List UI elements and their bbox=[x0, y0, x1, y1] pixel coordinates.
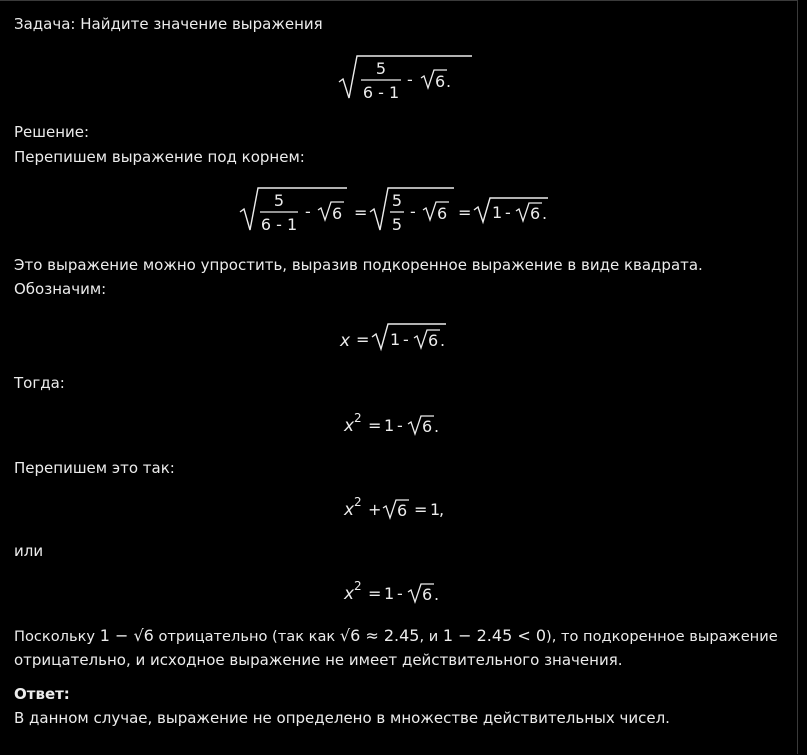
svg-text:6: 6 bbox=[332, 204, 343, 223]
svg-text:-: - bbox=[410, 202, 416, 221]
equation-square bbox=[338, 406, 458, 440]
svg-text:=: = bbox=[414, 500, 428, 519]
svg-text:6: 6 bbox=[422, 585, 433, 604]
svg-text:-: - bbox=[305, 202, 311, 221]
svg-text:x: x bbox=[344, 500, 355, 520]
svg-text:1: 1 bbox=[384, 416, 395, 435]
svg-text:-: - bbox=[505, 203, 511, 222]
rewrite-so: Перепишем это так: bbox=[14, 459, 175, 477]
svg-text:=: = bbox=[354, 203, 368, 222]
svg-text:.: . bbox=[542, 204, 548, 223]
conclusion-line-1 bbox=[14, 626, 778, 647]
svg-text:2: 2 bbox=[354, 579, 362, 593]
svg-text:6: 6 bbox=[428, 331, 439, 350]
svg-text:5: 5 bbox=[391, 191, 403, 210]
equation-denote bbox=[334, 318, 464, 358]
svg-text:6: 6 bbox=[530, 204, 541, 223]
svg-text:x: x bbox=[340, 331, 351, 351]
denote-label: Обозначим: bbox=[14, 280, 107, 298]
svg-text:1: 1 bbox=[384, 584, 395, 603]
answer-label: Ответ: bbox=[14, 685, 70, 703]
svg-text:2: 2 bbox=[354, 495, 362, 509]
svg-text:-: - bbox=[403, 330, 409, 349]
svg-text:x: x bbox=[344, 584, 355, 604]
svg-text:6: 6 bbox=[422, 417, 433, 436]
svg-text:-: - bbox=[397, 416, 403, 435]
conclusion-part-1: Поскольку bbox=[14, 628, 96, 645]
svg-text:.: . bbox=[446, 72, 452, 91]
conclusion-math-3: 1 − 2.45 < 0 bbox=[442, 626, 546, 645]
rewrite-intro: Перепишем выражение под корнем: bbox=[14, 148, 305, 166]
equation-or bbox=[338, 574, 458, 608]
svg-text:6: 6 bbox=[435, 72, 446, 91]
conclusion-part-4: ), то подкоренное выражение bbox=[546, 628, 778, 645]
conclusion-part-3: , и bbox=[419, 628, 439, 645]
svg-text:.: . bbox=[434, 417, 440, 436]
equation-task bbox=[330, 50, 480, 105]
svg-text:5: 5 bbox=[391, 215, 403, 234]
svg-text:5: 5 bbox=[273, 191, 285, 210]
conclusion-part-2: отрицательно (так как bbox=[158, 628, 336, 645]
svg-text:-: - bbox=[397, 584, 403, 603]
svg-text:=: = bbox=[458, 203, 472, 222]
svg-text:-: - bbox=[407, 70, 413, 89]
equation-rewrite bbox=[232, 180, 562, 235]
svg-text:6: 6 bbox=[397, 501, 408, 520]
svg-text:.: . bbox=[434, 585, 440, 604]
svg-text:=: = bbox=[356, 330, 370, 349]
equation-sum bbox=[338, 490, 458, 524]
then-label: Тогда: bbox=[14, 374, 65, 392]
solution-label: Решение: bbox=[14, 123, 90, 141]
svg-text:1: 1 bbox=[492, 203, 503, 222]
svg-text:5: 5 bbox=[375, 59, 387, 78]
svg-text:,: , bbox=[439, 500, 445, 519]
conclusion-math-1: 1 − √6 bbox=[99, 626, 154, 645]
conclusion-math-2: √6 ≈ 2.45 bbox=[339, 626, 420, 645]
svg-text:6 - 1: 6 - 1 bbox=[260, 215, 298, 234]
task-text: Задача: Найдите значение выражения bbox=[14, 15, 323, 33]
svg-text:2: 2 bbox=[354, 411, 362, 425]
answer-text: В данном случае, выражение не определено в множестве действительных чисел. bbox=[14, 709, 670, 727]
svg-text:6: 6 bbox=[437, 204, 448, 223]
svg-text:6 - 1: 6 - 1 bbox=[362, 83, 400, 102]
svg-text:1: 1 bbox=[430, 500, 441, 519]
svg-text:=: = bbox=[368, 584, 382, 603]
svg-text:1: 1 bbox=[390, 330, 401, 349]
simplify-text: Это выражение можно упростить, выразив подкоренное выражение в виде квадрата. bbox=[14, 256, 703, 274]
svg-text:x: x bbox=[344, 416, 355, 436]
svg-text:+: + bbox=[368, 500, 382, 519]
conclusion-line-2: отрицательно, и исходное выражение не имеет действительного значения. bbox=[14, 651, 623, 669]
or-label: или bbox=[14, 542, 44, 560]
svg-text:=: = bbox=[368, 416, 382, 435]
svg-text:.: . bbox=[440, 331, 446, 350]
